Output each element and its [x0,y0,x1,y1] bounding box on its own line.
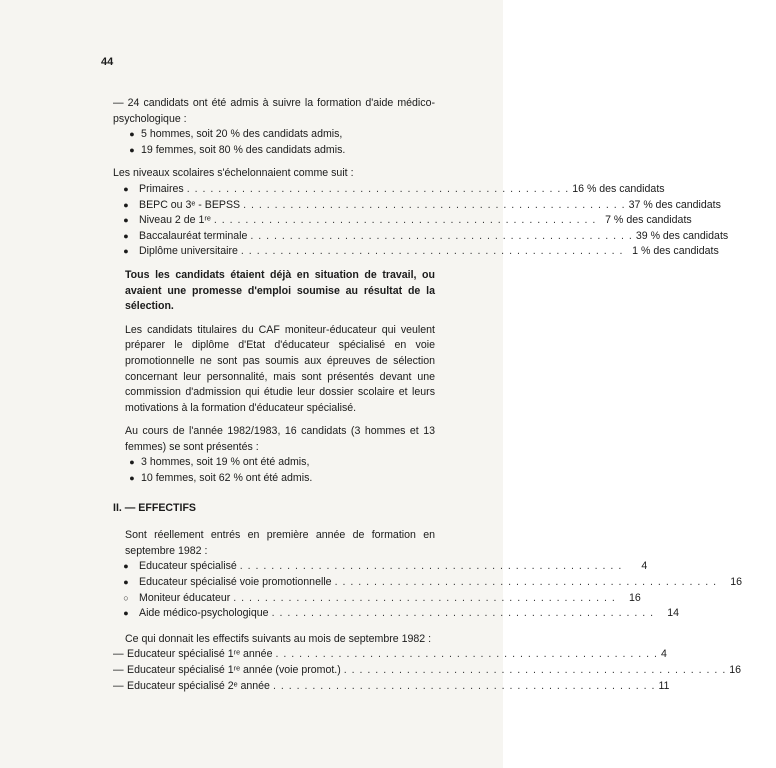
bullet-icon: ● [129,457,135,468]
list-item: ● 19 femmes, soit 80 % des candidats admis. [113,143,435,159]
bullet-icon: ● [123,199,129,210]
bullet-icon: ● [129,473,135,484]
dash-icon: — [113,679,124,692]
year-paragraph: Au cours de l'année 1982/1983, 16 candidats (3 hommes et 13 femmes) se sont présentés : [125,425,435,453]
bullet-icon: ● [123,577,129,588]
list-item: ● Baccalauréat terminale . . . 39 % des candidats [113,229,435,245]
list-item: ○ Moniteur éducateur . . . 16 [113,591,435,607]
intro-lead: — 24 candidats ont été admis à suivre la formation d'aide médico-psychologique : [113,97,435,125]
list-item: ● Primaires . . . 16 % des candidats [113,182,435,198]
bullet-icon: ● [129,144,135,155]
page-number: 44 [101,56,114,68]
bold-paragraph: Tous les candidats étaient déjà en situation de travail, ou avaient une promesse d'emploi soumise au résultat de la sélection. [125,268,435,313]
caf-paragraph: Les candidats titulaires du CAF moniteur-éducateur qui veulent préparer le diplôme d'Etat d'éducateur spécialisé en voie promotionnelle ne sont pas soumis aux épreuves de sélection concernant leur personnalité, mais sont présentés devant une commission d'admission qui étudie leur dossier scolaire et leurs motivations à la formation d'éducateur spécialisé. [125,323,435,414]
bullet-icon: ● [123,183,129,194]
dash-icon: — [113,664,124,676]
levels-lead: Les niveaux scolaires s'échelonnaient comme suit : [113,167,354,180]
entries-lead: Sont réellement entrés en première année de formation en septembre 1982 : [125,529,435,557]
list-item: ● 3 hommes, soit 19 % ont été admis, [113,455,435,471]
bullet-icon: ● [123,608,129,619]
dash-icon: — [113,648,124,661]
bullet-icon: ● [129,129,135,140]
section-heading: II. — EFFECTIFS [113,501,196,514]
list-item: ● Educateur spécialisé voie promotionnelle . . . 16 [113,575,435,591]
page-content [113,96,743,694]
list-item: ● Educateur spécialisé . . . 4 [113,559,435,575]
bullet-icon: ○ [123,592,129,603]
list-item: ● 10 femmes, soit 62 % ont été admis. [113,471,435,487]
bullet-icon: ● [123,246,129,257]
list-item: ● Aide médico-psychologique . . . 14 [113,606,435,622]
list-item: ● Diplôme universitaire . . . 1 % des candidats [113,244,435,260]
list-item: ● Niveau 2 de 1ʳᵉ . . . 7 % des candidats [113,213,435,229]
bullet-icon: ● [123,215,129,226]
totals-lead: Ce qui donnait les effectifs suivants au mois de septembre 1982 : [125,632,432,645]
bullet-icon: ● [123,561,129,572]
list-item: — Educateur spécialisé 2ᵉ année . . . 11 [113,679,435,695]
bullet-icon: ● [123,230,129,241]
list-item: — Educateur spécialisé 1ʳᵉ année . . . 4 [113,647,435,663]
list-item: ● BEPC ou 3ᵉ - BEPSS . . . 37 % des candidats [113,198,435,214]
list-item: — Educateur spécialisé 1ʳᵉ année (voie promot.) . . . 16 [113,663,435,679]
list-item: ● 5 hommes, soit 20 % des candidats admis, [113,127,435,143]
